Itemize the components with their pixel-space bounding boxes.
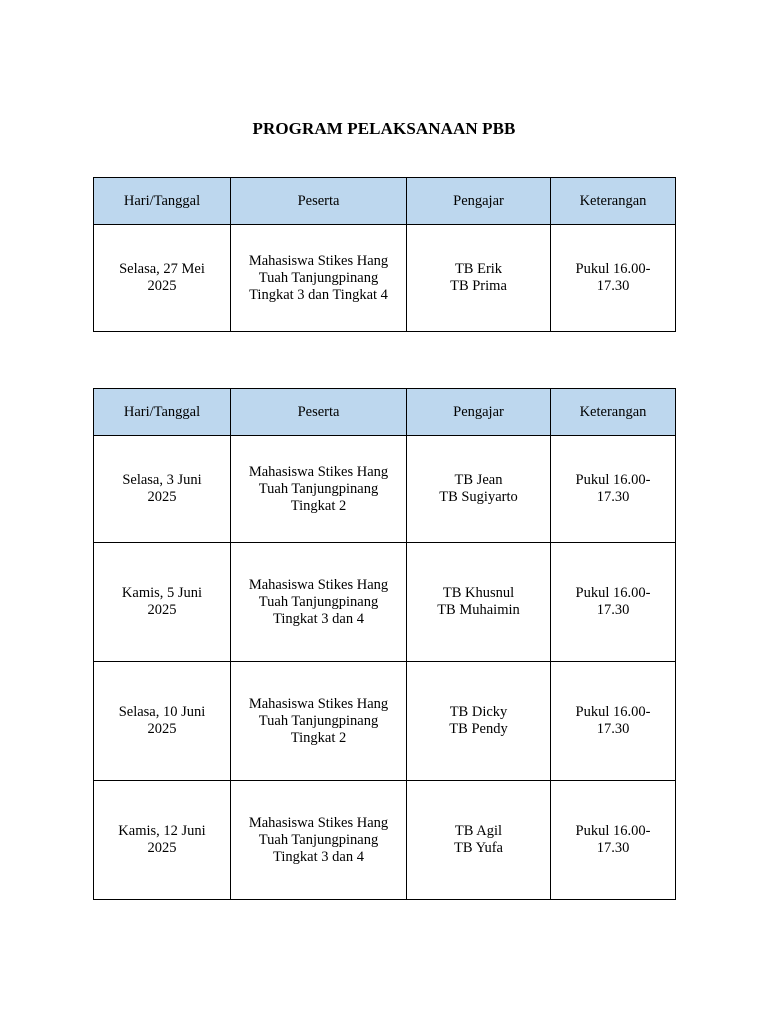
participants-line: Tingkat 2 [290, 729, 347, 746]
notes-cell [551, 781, 676, 900]
column-header-day-date: Hari/Tanggal [94, 389, 231, 436]
table-header-row [94, 178, 676, 225]
instructor-cell [407, 781, 551, 900]
participants-line: Tuah Tanjungpinang [258, 593, 379, 610]
date-day-text: Selasa, 10 Juni [118, 704, 206, 720]
participants-line: Tuah Tanjungpinang [258, 712, 379, 729]
date-day-text: Kamis, 12 Juni [118, 823, 206, 839]
notes-line: 17.30 [596, 278, 630, 294]
participants-line: Tuah Tanjungpinang [258, 831, 379, 848]
table-row [94, 225, 676, 332]
date-cell [94, 543, 231, 662]
column-header-notes: Keterangan [551, 389, 676, 436]
table-header-row [94, 389, 676, 436]
participants-line: Mahasiswa Stikes Hang [248, 463, 389, 480]
notes-line: Pukul 16.00- [575, 704, 651, 720]
date-cell [94, 781, 231, 900]
participants-line: Tingkat 3 dan Tingkat 4 [249, 286, 388, 303]
notes-line: 17.30 [596, 489, 630, 505]
instructor-cell [407, 436, 551, 543]
schedule-table-1 [93, 177, 676, 332]
participants-cell [231, 543, 407, 662]
instructor-name: TB Dicky [449, 704, 508, 720]
date-day-text: Selasa, 3 Juni [122, 472, 202, 488]
date-day-text: Kamis, 5 Juni [121, 585, 203, 601]
notes-line: Pukul 16.00- [575, 261, 651, 277]
column-header-participants: Peserta [231, 389, 407, 436]
schedule-table-2 [93, 388, 676, 900]
notes-line: 17.30 [596, 721, 630, 737]
date-year-text: 2025 [147, 489, 177, 505]
participants-line: Mahasiswa Stikes Hang [248, 814, 389, 831]
instructor-name: TB Jean [454, 472, 503, 488]
notes-cell [551, 543, 676, 662]
date-year-text: 2025 [147, 840, 177, 856]
participants-line: Mahasiswa Stikes Hang [248, 252, 389, 269]
column-header-instructor: Pengajar [407, 389, 551, 436]
participants-cell [231, 781, 407, 900]
page-title: PROGRAM PELAKSANAAN PBB [252, 119, 516, 138]
date-cell [94, 225, 231, 332]
date-cell [94, 662, 231, 781]
notes-cell [551, 662, 676, 781]
participants-line: Tingkat 3 dan 4 [273, 610, 364, 627]
instructor-name: TB Yufa [454, 840, 503, 856]
instructor-name: TB Agil [454, 823, 503, 839]
instructor-cell [407, 543, 551, 662]
instructor-name: TB Pendy [449, 721, 508, 737]
column-header-notes: Keterangan [551, 178, 676, 225]
notes-cell [551, 225, 676, 332]
column-header-instructor: Pengajar [407, 178, 551, 225]
table-row [94, 662, 676, 781]
participants-cell [231, 225, 407, 332]
instructor-name: TB Sugiyarto [439, 489, 518, 505]
date-day-text: Selasa, 27 Mei [119, 261, 205, 277]
participants-line: Mahasiswa Stikes Hang [248, 576, 389, 593]
table-row [94, 543, 676, 662]
date-year-text: 2025 [147, 721, 177, 737]
column-header-day-date: Hari/Tanggal [94, 178, 231, 225]
notes-line: Pukul 16.00- [575, 823, 651, 839]
participants-line: Tingkat 3 dan 4 [273, 848, 364, 865]
participants-line: Tuah Tanjungpinang [258, 269, 379, 286]
notes-line: Pukul 16.00- [575, 585, 651, 601]
instructor-name: TB Erik [454, 261, 503, 277]
participants-line: Tuah Tanjungpinang [258, 480, 379, 497]
date-cell [94, 436, 231, 543]
table-row [94, 781, 676, 900]
notes-line: 17.30 [596, 602, 630, 618]
participants-line: Mahasiswa Stikes Hang [248, 695, 389, 712]
notes-cell [551, 436, 676, 543]
instructor-cell [407, 225, 551, 332]
date-year-text: 2025 [147, 602, 177, 618]
participants-cell [231, 436, 407, 543]
table-row [94, 436, 676, 543]
instructor-cell [407, 662, 551, 781]
instructor-name: TB Muhaimin [437, 602, 520, 618]
date-year-text: 2025 [147, 278, 177, 294]
participants-cell [231, 662, 407, 781]
column-header-participants: Peserta [231, 178, 407, 225]
instructor-name: TB Prima [450, 278, 507, 294]
participants-line: Tingkat 2 [290, 497, 347, 514]
instructor-name: TB Khusnul [442, 585, 515, 601]
notes-line: 17.30 [596, 840, 630, 856]
notes-line: Pukul 16.00- [575, 472, 651, 488]
